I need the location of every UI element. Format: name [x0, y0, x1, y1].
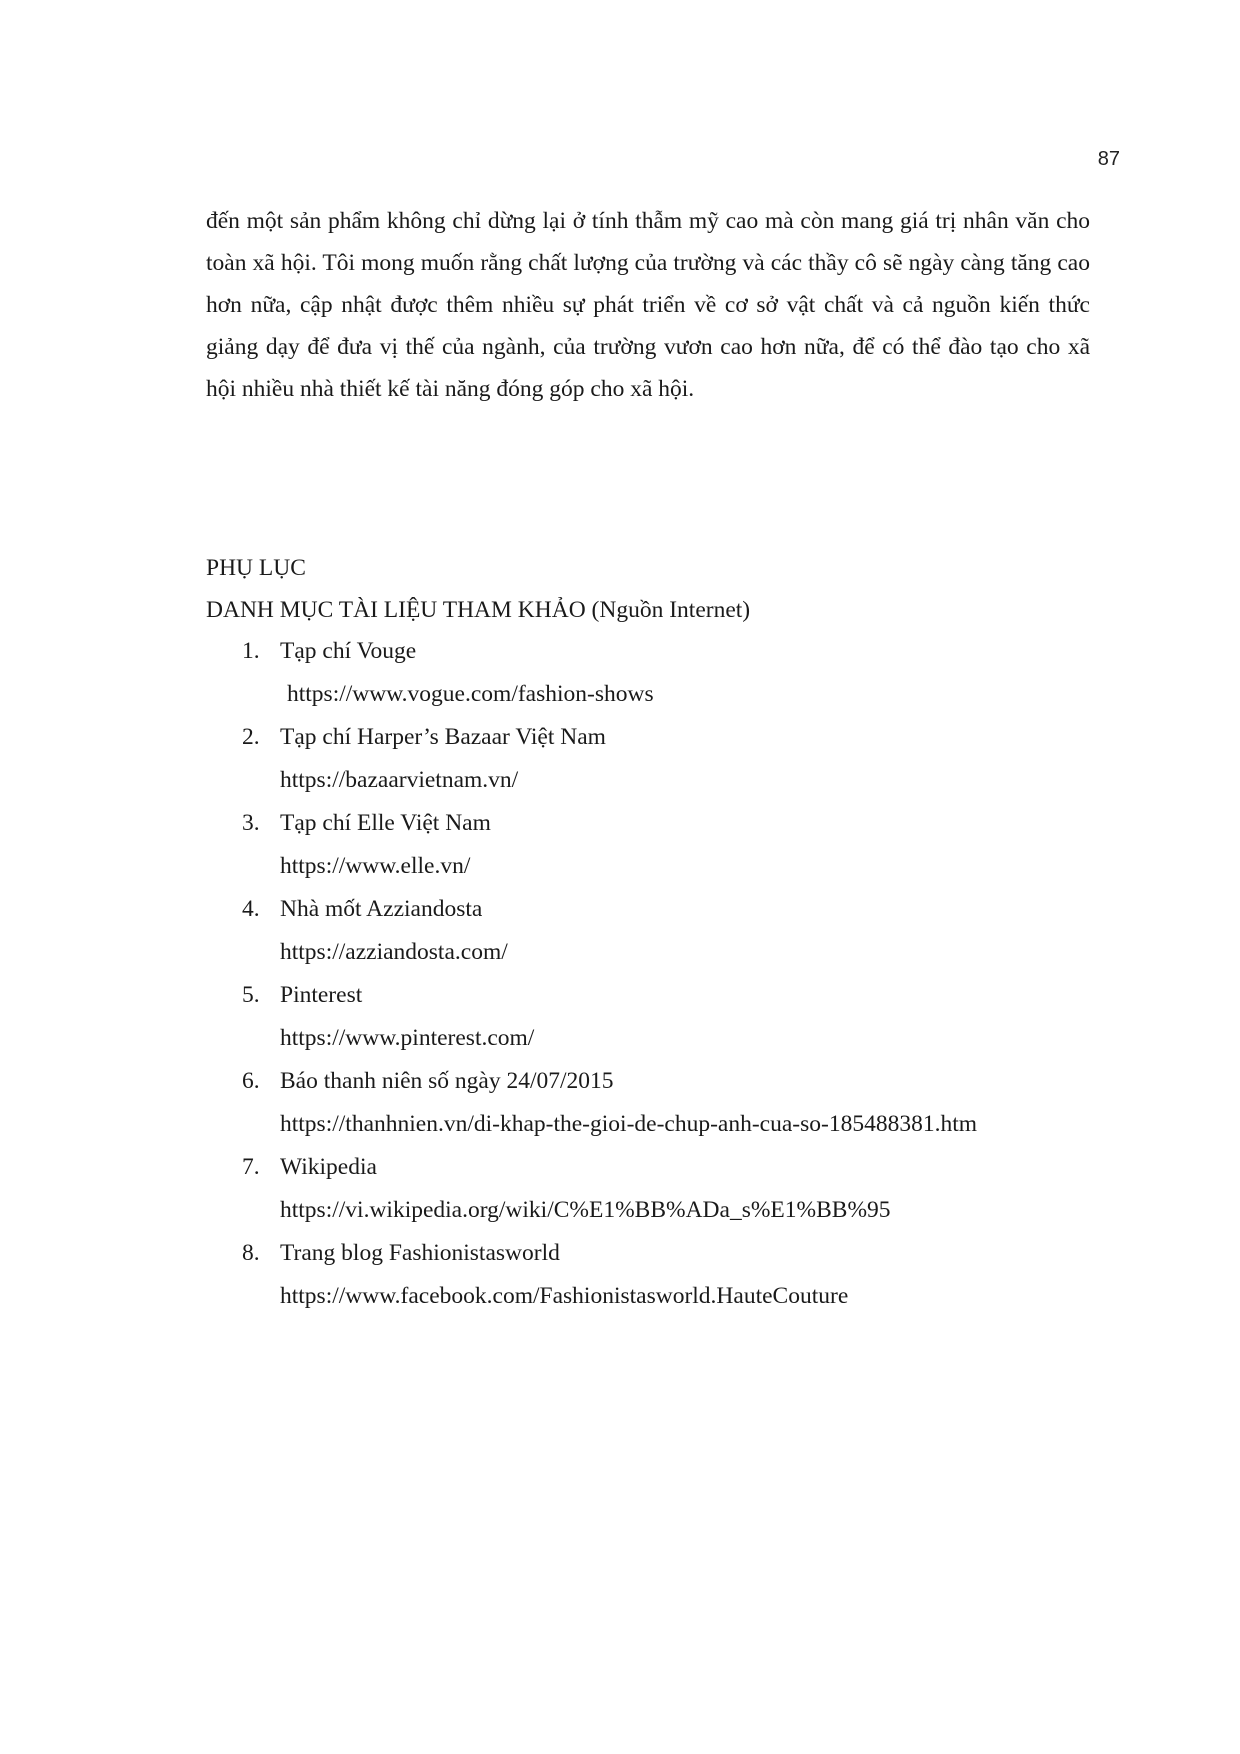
reference-number: 8. — [242, 1240, 260, 1266]
reference-url[interactable]: https://www.elle.vn/ — [280, 853, 471, 879]
reference-item — [206, 1232, 1126, 1318]
reference-url[interactable]: https://thanhnien.vn/di-khap-the-gioi-de-chup-anh-cua-so-185488381.htm — [280, 1111, 978, 1137]
reference-title: Wikipedia — [280, 1154, 377, 1180]
reference-number: 5. — [242, 982, 260, 1008]
body-paragraph: đến một sản phẩm không chỉ dừng lại ở tính thẫm mỹ cao mà còn mang giá trị nhân văn cho toàn xã hội. Tôi mong muốn rằng chất lượng của trường và các thầy cô sẽ ngày càng tăng cao hơn nữa, cập nhật được thêm nhiều sự phát triển về cơ sở vật chất và cả nguồn kiến thức giảng dạy để đưa vị thế của ngành, của trường vươn cao hơn nữa, để có thể đào tạo cho xã hội nhiều nhà thiết kế tài năng đóng góp cho xã hội. — [206, 208, 1090, 402]
reference-item — [206, 716, 1126, 802]
reference-item — [206, 888, 1126, 974]
reference-title: Tạp chí Harper’s Bazaar Việt Nam — [280, 724, 606, 750]
reference-url[interactable]: https://www.pinterest.com/ — [280, 1025, 535, 1051]
reference-title: Nhà mốt Azziandosta — [280, 896, 483, 922]
reference-url[interactable]: https://www.vogue.com/fashion-shows — [287, 681, 654, 707]
reference-item — [206, 1060, 1126, 1146]
reference-number: 4. — [242, 896, 260, 922]
reference-item — [206, 630, 1126, 716]
reference-url[interactable]: https://azziandosta.com/ — [280, 939, 508, 965]
reference-item — [206, 974, 1126, 1060]
reference-title: Báo thanh niên số ngày 24/07/2015 — [280, 1068, 614, 1094]
reference-title: Tạp chí Elle Việt Nam — [280, 810, 491, 836]
reference-title: Tạp chí Vouge — [280, 638, 417, 664]
reference-url[interactable]: https://vi.wikipedia.org/wiki/C%E1%BB%ADa_s%E1%BB%95 — [280, 1197, 891, 1223]
reference-title: Trang blog Fashionistasworld — [280, 1240, 560, 1266]
appendix-title: PHỤ LỤC — [206, 555, 306, 581]
reference-url[interactable]: https://bazaarvietnam.vn/ — [280, 767, 519, 793]
reference-list — [206, 630, 1126, 1318]
reference-item — [206, 1146, 1126, 1232]
reference-item — [206, 802, 1126, 888]
reference-url[interactable]: https://www.facebook.com/Fashionistasworld.HauteCouture — [280, 1283, 849, 1309]
reference-number: 2. — [242, 724, 260, 750]
reference-number: 1. — [242, 638, 260, 664]
references-heading: DANH MỤC TÀI LIỆU THAM KHẢO (Nguồn Internet) — [206, 597, 751, 623]
reference-title: Pinterest — [280, 982, 363, 1008]
page-number: 87 — [1097, 148, 1120, 170]
reference-number: 6. — [242, 1068, 260, 1094]
reference-number: 3. — [242, 810, 260, 836]
reference-number: 7. — [242, 1154, 260, 1180]
